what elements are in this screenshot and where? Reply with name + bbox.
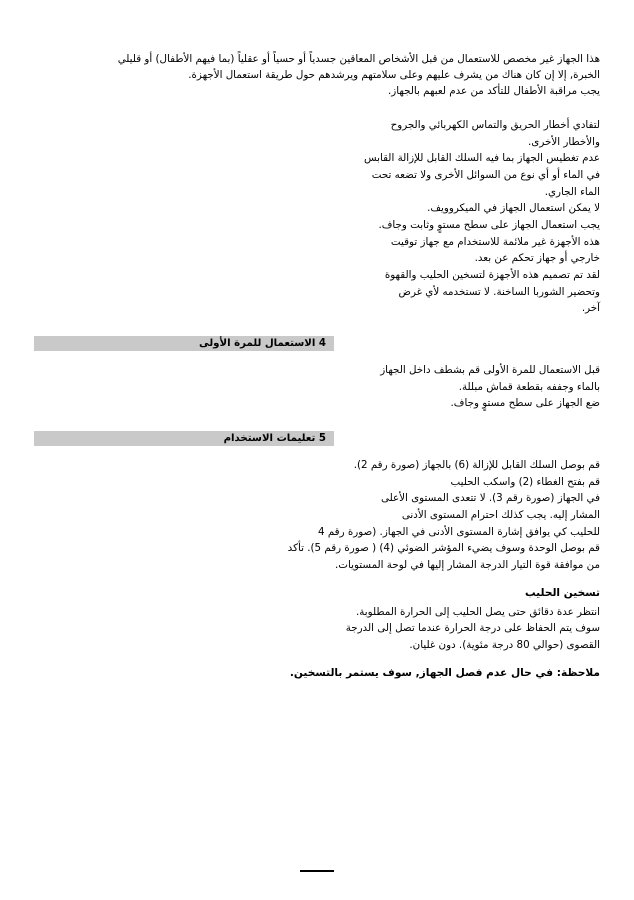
first-use-line: قبل الاستعمال للمرة الأولى قم بشطف داخل الجهاز bbox=[380, 363, 600, 376]
warning-line: لقد تم تصميم هذه الأجهزة لتسخين الحليب والقهوة bbox=[384, 268, 600, 281]
heating-line: سوف يتم الحفاظ على درجة الحرارة عندما تصل إلى الدرجة bbox=[345, 622, 600, 635]
spacer bbox=[34, 317, 600, 336]
usage-line: قم بوصل الوحدة وسوف يضيء المؤشر الضوئي (4) ( صورة رقم 5). تأكد bbox=[287, 542, 600, 555]
intro-line: هذا الجهاز غير مخصص للاستعمال من قبل الأشخاص المعاقين جسدياً أو حسياً أو عقلياً (بما فيهم الأطفال) أو قليلي bbox=[117, 53, 600, 65]
usage-line: للحليب كي يوافق إشارة المستوى الأدنى في الجهاز. (صورة رقم 4 bbox=[317, 525, 600, 538]
warning-line: لا يمكن استعمال الجهاز في الميكروويف. bbox=[427, 202, 600, 215]
section-heading-text: 4 الاستعمال للمرة الأولى bbox=[199, 337, 326, 349]
warning-line: عدم تغطيس الجهاز بما فيه السلك القابل للإزالة القابس bbox=[363, 152, 600, 165]
footer-divider bbox=[300, 870, 334, 872]
spacer bbox=[34, 574, 600, 587]
usage-paragraph bbox=[34, 457, 600, 574]
warning-line: لتفادي أخطار الحريق والتماس الكهربائي والجروح bbox=[390, 118, 600, 131]
heating-paragraph bbox=[34, 604, 600, 654]
warnings-paragraph bbox=[34, 117, 600, 317]
section-heading-usage bbox=[34, 431, 334, 446]
spacer bbox=[34, 412, 600, 431]
warning-line: خارجي أو جهاز تحكم عن بعد. bbox=[474, 252, 600, 265]
warning-line: هذه الأجهزة غير ملائمة للاستخدام مع جهاز توقيت bbox=[390, 235, 600, 248]
intro-line: يجب مراقبة الأطفال للتأكد من عدم لعبهم بالجهاز. bbox=[387, 84, 600, 97]
first-use-line: بالماء وجففه بقطعة قماش مبللة. bbox=[458, 380, 600, 393]
spacer bbox=[34, 654, 600, 667]
heating-line: انتظر عدة دقائق حتى يصل الحليب إلى الحرارة المطلوبة. bbox=[355, 605, 600, 618]
spacer bbox=[34, 110, 600, 117]
first-use-paragraph bbox=[34, 362, 600, 412]
intro-line: الخبرة, إلا إن كان هناك من يشرف عليهم وعلى سلامتهم ويرشدهم حول طريقة استعمال الأجهزة. bbox=[188, 68, 600, 81]
warning-line: آخر. bbox=[581, 302, 600, 315]
warning-line: وتحضير الشوربا الساخنة. لا تستخدمه لأي غرض bbox=[398, 285, 600, 298]
note-text: ملاحظة: في حال عدم فصل الجهاز, سوف يستمر بالتسخين. bbox=[289, 666, 600, 679]
first-use-line: ضع الجهاز على سطح مستوٍ وجاف. bbox=[450, 397, 600, 410]
usage-line: في الجهاز (صورة رقم 3). لا تتعدى المستوى الأعلى bbox=[380, 492, 600, 505]
warning-line: يجب استعمال الجهاز على سطح مستوٍ وثابت وجاف. bbox=[378, 218, 600, 231]
subheading-heating-milk: تسخين الحليب bbox=[524, 586, 600, 599]
warning-line: والأخطار الأخرى. bbox=[527, 135, 600, 148]
usage-line: المشار إليه. يجب كذلك احترام المستوى الأدنى bbox=[401, 508, 600, 521]
heating-line: القصوى (حوالي 80 درجة مئوية). دون غليان. bbox=[409, 638, 600, 651]
usage-line: قم بفتح الغطاء (2) واسكب الحليب bbox=[450, 475, 600, 488]
usage-line: من موافقة قوة التيار الدرجة المشار إليها في لوحة المستويات. bbox=[335, 558, 600, 571]
warning-line: في الماء أو أي نوع من السوائل الأخرى ولا تضعه تحت bbox=[371, 168, 600, 181]
section-heading-text: 5 تعليمات الاستخدام bbox=[223, 432, 326, 444]
usage-line: قم بوصل السلك القابل للإزالة (6) بالجهاز (صورة رقم 2). bbox=[353, 458, 600, 471]
intro-paragraph bbox=[34, 52, 600, 100]
section-heading-first-use bbox=[34, 336, 334, 351]
warning-line: الماء الجاري. bbox=[544, 185, 600, 198]
